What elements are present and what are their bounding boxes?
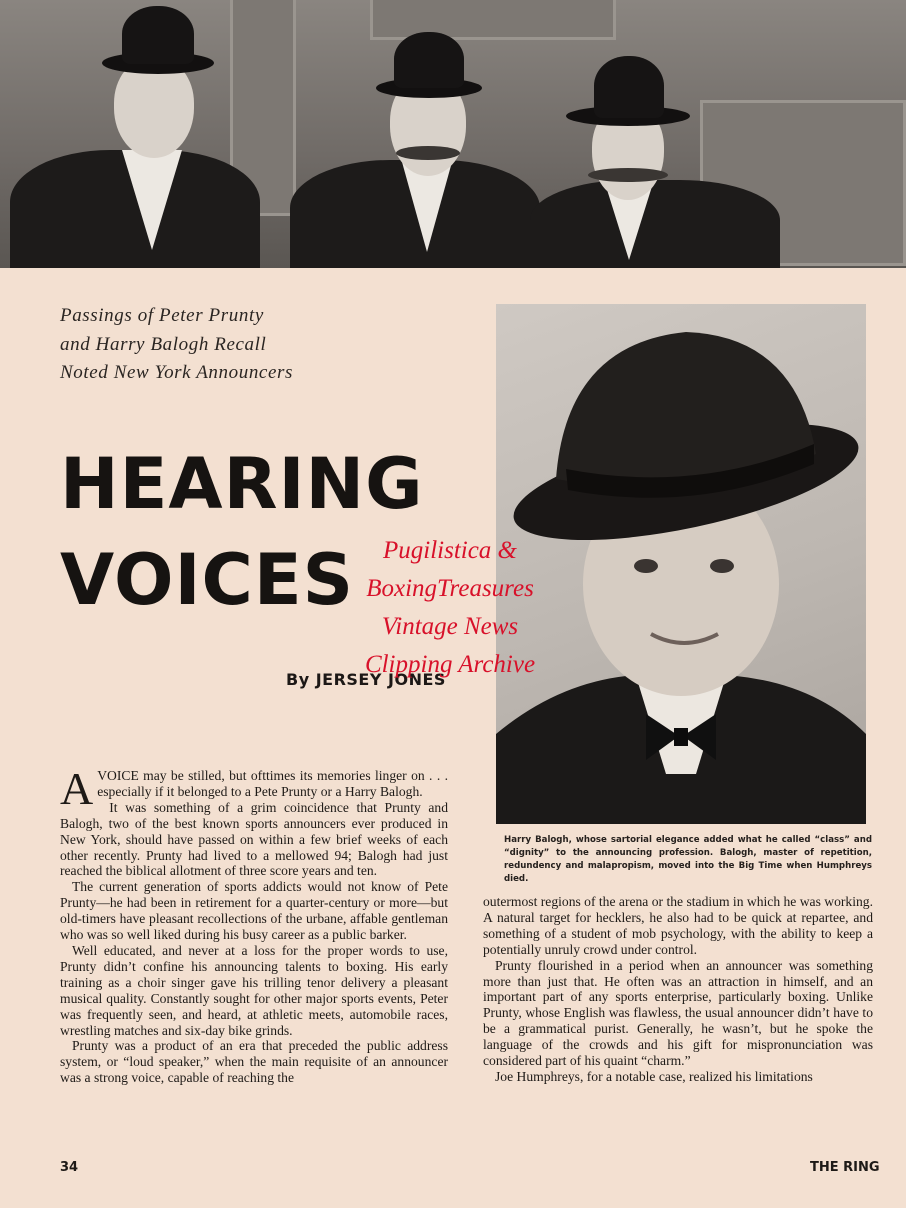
paragraph-text: VOICE may be stilled, but ofttimes its memories linger on . . . especially if it belonged to a Pete Prunty or a Harry Balogh. [97, 768, 448, 799]
watermark-line: BoxingTreasures [366, 575, 534, 602]
drop-cap: A [60, 763, 94, 814]
article-paragraph: outermost regions of the arena or the stadium in which he was working. A natural target for hecklers, he also had to be quick at repartee, and something of a student of mob psychology, with the ability to keep a potentially unruly crowd under control. [483, 894, 873, 957]
subtitle-line: and Harry Balogh Recall [60, 333, 267, 355]
publication-name: THE RING [810, 1160, 880, 1175]
article-column-left [60, 763, 448, 1086]
headline-line: HEARING [60, 443, 424, 525]
article-paragraph [60, 763, 448, 814]
watermark [330, 532, 570, 684]
article-paragraph: It was something of a grim coincidence that Prunty and Balogh, two of the best known sports announcers ever produced in New York, should have passed on within a few brief weeks of each other recently. Prunty had lived to a mellowed 94; Balogh had just reached the biblical allotment of three score years and ten. [60, 799, 448, 879]
watermark-line: Pugilistica & [382, 537, 518, 564]
portrait-caption: Harry Balogh, whose sartorial elegance added what he called “class” and “dignity” to the announcing profession. Balogh, master of repetition, redundency and malapropism, moved into the Big Time when Humphreys died. [504, 835, 872, 884]
headline-line: VOICES [60, 539, 355, 621]
article-paragraph: Well educated, and never at a loss for the proper words to use, Prunty didn’t confine his announcing talents to boxing. His early training as a choir singer gave his trilling tenor delivery a pleasant musical quality. Constantly sought for other major sports events, Peter was frequently seen, and heard, at athletic meets, automobile races, wrestling matches and six-day bike grinds. [60, 942, 448, 1038]
article-subtitle [60, 302, 420, 388]
man-right [530, 0, 780, 268]
article-paragraph: The current generation of sports addicts would not know of Pete Prunty—he had been in retirement for a quarter-century or more—but old-timers have pleasant recollections of the urbane, affable gentleman who was so well liked during his busy career as a public barker. [60, 879, 448, 943]
watermark-line: Vintage News [381, 613, 519, 640]
subtitle-line: Passings of Peter Prunty [60, 305, 264, 326]
header-photo [0, 0, 906, 268]
article-paragraph: Joe Humphreys, for a notable case, realized his limitations [495, 1068, 813, 1084]
byline: By JERSEY JONES [286, 670, 446, 689]
page-number: 34 [60, 1160, 79, 1175]
article-column-right [483, 894, 873, 1085]
article-paragraph: Prunty flourished in a period when an announcer was something more than just that. He often was an attraction in himself, and an important part of any sports enterprise, particularly boxing. Unlike Prunty, whose English was flawless, the usual announcer didn’t have to be a grammatical purist. Generally, he wasn’t, but he spoke the language of the crowds and his gift for mispronunciation was considered part of his quaint “charm.” [483, 957, 873, 1069]
article-paragraph: Prunty was a product of an era that preceded the public address system, or “loud speaker,” when the main requisite of an announcer was a strong voice, capable of reaching the [60, 1038, 448, 1086]
subtitle-line: Noted New York Announcers [60, 362, 293, 383]
man-center [290, 0, 540, 268]
man-left [10, 0, 260, 268]
watermark-line: Clipping Archive [364, 651, 536, 678]
